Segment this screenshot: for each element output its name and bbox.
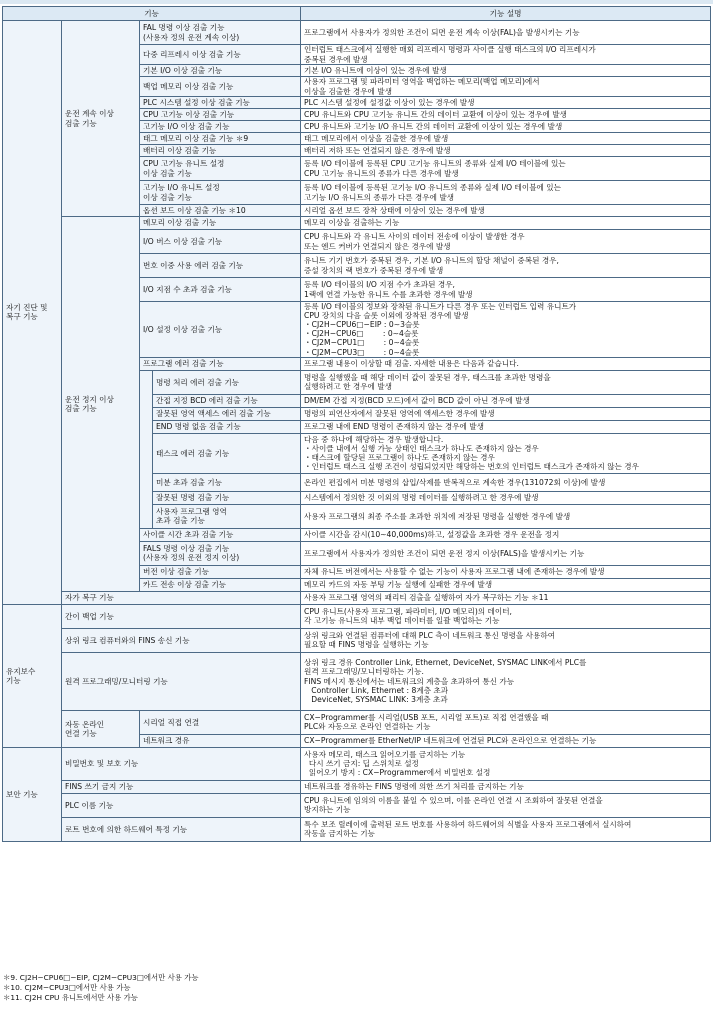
sub-function-name: 사용자 프로그램 영역 초과 검출 기능 [153,504,301,528]
table-row [3,817,711,841]
self-recovery-desc: 사용자 프로그램 영역의 패리티 검출을 실행하여 자가 복구하는 기능 ＊11 [301,591,711,604]
table-row [3,628,711,652]
function-name: 버전 이상 검출 기능 [140,565,301,578]
program-error-name: 프로그램 에러 검출 기능 [140,357,301,370]
function-desc: 등록 I/O 테이블에 등록된 CPU 고기능 유니트의 종류와 실제 I/O 테이블에 있는 CPU 고기능 유니트의 종류가 다른 경우에 발생 [301,157,711,181]
sub-function-name: 미분 초과 검출 기능 [153,473,301,491]
footnotes [3,973,199,1003]
sub-function-name: 잘못된 영역 액세스 에러 검출 기능 [153,407,301,420]
function-name: 사이클 시간 초과 검출 기능 [140,528,301,541]
function-name: 간이 백업 기능 [62,604,301,628]
footnote-10: ＊10. CJ2M−CPU3□에서만 사용 가능 [3,983,131,992]
function-name: FAL 명령 이상 검출 기능 (사용자 정의 운전 계속 이상) [140,21,301,45]
function-desc: 상위 링크 경유 Controller Link, Ethernet, DeviceNet, SYSMAC LINK에서 PLC를 원격 프로그래밍/모니터링하는 기능. FINS 메시지 통신에서는 네트워크의 계층을 초과하여 통신 가능 Controller Link, Ethernet : 8계층 초과 DeviceNet, SYSMAC LINK: 3계층 초과 [301,652,711,710]
table-row [3,591,711,604]
function-name: 백업 메모리 이상 검출 기능 [140,77,301,97]
function-desc: 프로그램에서 사용자가 정의한 조건이 되면 운전 계속 이상(FAL)을 발생시키는 기능 [301,21,711,45]
function-desc: CPU 유니트에 임의의 이름을 붙일 수 있으며, 이를 온라인 연결 시 조회하여 잘못된 연결을 방지하는 기능 [301,793,711,817]
function-name: 옵션 보드 이상 검출 기능 ＊10 [140,205,301,217]
function-desc: CPU 유니트와 CPU 고기능 유니트 간의 데이터 교환에 이상이 있는 경우에 발생 [301,109,711,121]
function-desc: 자체 유니트 버전에서는 사용할 수 없는 기능이 사용자 프로그램 내에 존재하는 경우에 발생 [301,565,711,578]
function-name: CPU 고기능 이상 검출 기능 [140,109,301,121]
function-desc: CPU 유니트와 고기능 I/O 유니트 간의 데이터 교환에 이상이 있는 경우에 발생 [301,121,711,133]
function-desc: CX−Programmer를 EtherNet/IP 네트워크에 연결된 PLC와 온라인으로 연결하는 기능 [301,734,711,747]
function-name: I/O 설정 이상 검출 기능 [140,302,301,358]
function-desc: 등록 I/O 테이블에 등록된 고기능 I/O 유니트의 종류와 실제 I/O 테이블에 있는 고기능 I/O 유니트의 종류가 다른 경우에 발생 [301,181,711,205]
sub-function-desc: DM/EM 간접 지정(BCD 모드)에서 값이 BCD 값이 아닌 경우에 발생 [301,394,711,407]
function-desc: 네트워크를 경유하는 FINS 명령에 의한 쓰기 처리를 금지하는 기능 [301,780,711,793]
function-name: 번호 이중 사용 에러 검출 기능 [140,254,301,278]
header-function: 기능 [3,7,301,21]
function-name: CPU 고기능 유니트 설정 이상 검출 기능 [140,157,301,181]
sub-function-desc: 명령을 실행했을 때 해당 데이터 값이 잘못된 경우, 태스크를 초과한 명령을 실행하려고 한 경우에 발생 [301,370,711,394]
function-name: 태그 메모리 이상 검출 기능 ＊9 [140,133,301,145]
function-name: FINS 쓰기 금지 기능 [62,780,301,793]
function-name: PLC 이름 기능 [62,793,301,817]
table-row [3,604,711,628]
function-name: 배터리 이상 검출 기능 [140,145,301,157]
function-desc: PLC 시스템 설정에 설정값 이상이 있는 경우에 발생 [301,97,711,109]
function-name: 다중 리프레시 이상 검출 기능 [140,45,301,65]
table-row [3,710,711,734]
sub-function-desc: 사용자 프로그램의 최종 주소를 초과한 위치에 저장된 명령을 실행한 경우에 발생 [301,504,711,528]
function-desc: 사이클 시간을 감시(10∼40,000ms)하고, 설정값을 초과한 경우 운전을 정지 [301,528,711,541]
sub-function-name: 잘못된 명령 검출 기능 [153,491,301,504]
group-security: 보안 기능 [3,747,62,841]
function-desc: CPU 유니트와 각 유니트 사이의 데이터 전송에 이상이 발생한 경우 또는 엔드 커버가 연결되지 않은 경우에 발생 [301,230,711,254]
function-desc: CX−Programmer를 시리얼(USB 포트, 시리얼 포트)로 직접 연결했을 때 PLC와 자동으로 온라인 연결하는 기능 [301,710,711,734]
function-desc: 시리얼 옵션 보드 장착 상태에 이상이 있는 경우에 발생 [301,205,711,217]
function-name: 로트 번호에 의한 하드웨어 특정 기능 [62,817,301,841]
function-desc: 프로그램에서 사용자가 정의한 조건이 되면 운전 정지 이상(FALS)을 발생시키는 기능 [301,541,711,565]
table-row [3,747,711,780]
sub-function-desc: 시스템에서 정의한 것 이외의 명령 데이터를 실행하려고 한 경우에 발생 [301,491,711,504]
function-name: 시리얼 직접 연결 [140,710,301,734]
table-row [3,652,711,710]
sub-function-desc: 온라인 편집에서 미분 명령의 삽입/삭제를 반복적으로 계속한 경우(131072회 이상)에 발생 [301,473,711,491]
function-name: 메모리 이상 검출 기능 [140,217,301,230]
function-name: PLC 시스템 설정 이상 검출 기능 [140,97,301,109]
table-row [3,21,711,45]
function-name: 고기능 I/O 유니트 설정 이상 검출 기능 [140,181,301,205]
function-desc: 인터럽트 태스크에서 실행한 매회 리프레시 명령과 사이클 실행 태스크의 I/O 리프레시가 중복된 경우에 발생 [301,45,711,65]
function-name: 원격 프로그래밍/모니터링 기능 [62,652,301,710]
sub-function-name: END 명령 없음 검출 기능 [153,420,301,433]
sub-function-desc: 다음 중 하나에 해당하는 경우 발생합니다. ・사이클 내에서 실행 가능 상태인 태스크가 하나도 존재하지 않는 경우 ・태스크에 할당된 프로그램이 하나도 존재하지 않는 경우 ・인터럽트 태스크 실행 조건이 성립되었지만 해당하는 번호의 인터럽트 태스크가 존재하지 않는 경우 [301,433,711,473]
function-name: 상위 링크 컴퓨터와의 FINS 송신 기능 [62,628,301,652]
function-desc: 유니트 기기 번호가 중복된 경우, 기본 I/O 유니트의 할당 채널이 중복된 경우, 증설 장치의 랙 번호가 중복된 경우에 발생 [301,254,711,278]
function-desc: 배터리 저하 또는 연결되지 않은 경우에 발생 [301,145,711,157]
function-table [2,6,711,842]
sub-function-name: 간접 지정 BCD 에러 검출 기능 [153,394,301,407]
function-desc: 사용자 프로그램 및 파라미터 영역을 백업하는 메모리(백업 메모리)에서 이상을 검출한 경우에 발생 [301,77,711,97]
group-stop-error: 운전 정지 이상 검출 기능 [62,217,140,592]
self-recovery-name: 자가 복구 기능 [62,591,301,604]
sub-function-desc: 명령의 피연산자에서 잘못된 영역에 액세스한 경우에 발생 [301,407,711,420]
sub-function-desc: 프로그램 내에 END 명령이 존재하지 않는 경우에 발생 [301,420,711,433]
table-row [3,780,711,793]
function-desc: 메모리 카드의 자동 부팅 기능 실행에 실패한 경우에 발생 [301,578,711,591]
function-desc: 기본 I/O 유니트에 이상이 있는 경우에 발생 [301,65,711,77]
function-desc: 사용자 메모리, 태스크 읽어오기를 금지하는 기능 다시 쓰기 금지: 딥 스위치로 설정 읽어오기 방지 : CX−Programmer에서 비밀번호 설정 [301,747,711,780]
indent-spacer [140,370,153,528]
footnote-9: ＊9. CJ2H−CPU6□−EIP, CJ2M−CPU3□에서만 사용 가능 [3,973,199,982]
footnote-11: ＊11. CJ2H CPU 유니트에서만 사용 가능 [3,993,138,1002]
group-maintenance: 유지보수 기능 [3,604,62,747]
function-name: 카드 전송 이상 검출 기능 [140,578,301,591]
function-name: 비밀번호 및 보호 기능 [62,747,301,780]
sub-function-name: 태스크 에러 검출 기능 [153,433,301,473]
group-auto-online: 자동 온라인 연결 기능 [62,710,140,747]
function-name: FALS 명령 이상 검출 기능 (사용자 정의 운전 정지 이상) [140,541,301,565]
function-name: I/O 버스 이상 검출 기능 [140,230,301,254]
function-desc: 특수 보조 릴레이에 출력된 로트 번호를 사용하여 하드웨어의 식별을 사용자 프로그램에서 실시하여 작동을 금지하는 기능 [301,817,711,841]
function-name: I/O 지점 수 초과 검출 기능 [140,278,301,302]
function-desc: 등록 I/O 테이블의 I/O 지점 수가 초과된 경우, 1랙에 연결 가능한 유니트 수를 초과한 경우에 발생 [301,278,711,302]
function-desc: 메모리 이상을 검출하는 기능 [301,217,711,230]
program-error-desc: 프로그램 내용이 이상할 때 검출. 자세한 내용은 다음과 같습니다. [301,357,711,370]
function-name: 고기능 I/O 이상 검출 기능 [140,121,301,133]
table-row [3,793,711,817]
group-continue-error: 운전 계속 이상 검출 기능 [62,21,140,217]
function-desc: 등록 I/O 테이블의 정보와 장착된 유니트가 다른 경우 또는 인터럽트 입력 유니트가 CPU 장치의 다음 슬롯 이외에 장착된 경우에 발생 ・CJ2H−CPU6□−EIP : 0∼3슬롯 ・CJ2H−CPU6□ : 0∼4슬롯 ・CJ2M−CPU1□ : 0∼4슬롯 ・CJ2M−CPU3□ : 0∼4슬롯 [301,302,711,358]
group-self-diagnosis: 자기 진단 및 복구 기능 [3,21,62,605]
function-desc: 상위 링크와 연결된 컴퓨터에 대해 PLC 측이 네트워크 통신 명령을 사용하여 필요할 때 FINS 명령을 실행하는 기능 [301,628,711,652]
sub-function-name: 명령 처리 에러 검출 기능 [153,370,301,394]
table-row [3,217,711,230]
function-name: 네트워크 경유 [140,734,301,747]
function-desc: 태그 메모리에서 이상을 검출한 경우에 발생 [301,133,711,145]
top-rule [0,0,713,4]
function-name: 기본 I/O 이상 검출 기능 [140,65,301,77]
function-desc: CPU 유니트(사용자 프로그램, 파라미터, I/O 메모리)의 데이터, 각 고기능 유니트의 내부 백업 데이터를 일괄 백업하는 기능 [301,604,711,628]
header-description: 기능 설명 [301,7,711,21]
